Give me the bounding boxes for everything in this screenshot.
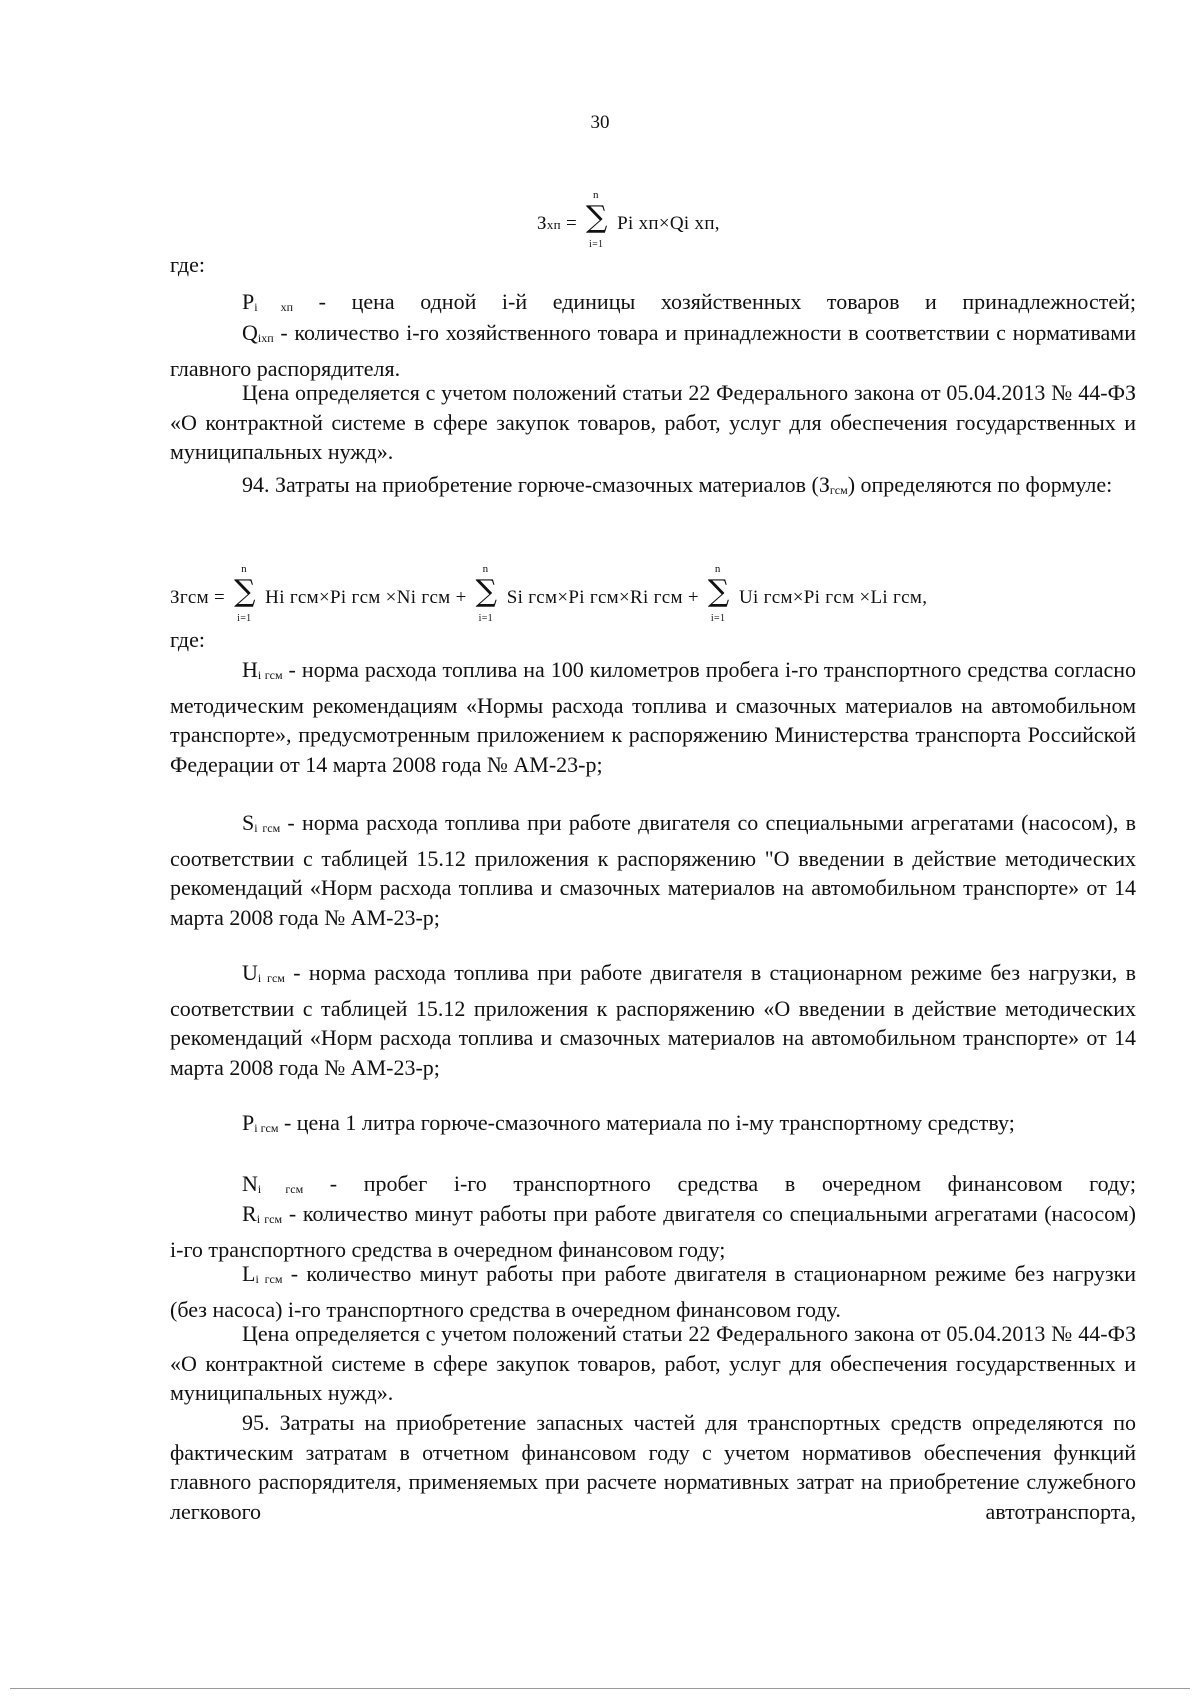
- definition-text: - цена 1 литра горюче-смазочного материала по i-му транспортному средству;: [278, 1110, 1015, 1135]
- sum-upper-limit: n: [241, 563, 247, 575]
- definition-symbol: U: [242, 960, 258, 985]
- definition-h: [170, 655, 1136, 779]
- definition-text: - цена одной i-й единицы хозяйственных товаров и принадлежностей;: [293, 289, 1136, 314]
- formula-term-2: Si гсм×Pi гсм×Ri гсм: [506, 587, 683, 608]
- formula-lhs-subscript: хп: [546, 217, 561, 232]
- formula-plus: +: [455, 587, 467, 608]
- definition-symbol: P: [242, 1110, 255, 1135]
- definition-subscript: i гсм: [255, 1272, 283, 1286]
- item-95: 95. Затраты на приобретение запасных частей для транспортных средств определяются по фактическим затратам в отчетном финансовом году с учетом нормативов обеспечения функций главного распорядителя, применяемых при расчете нормативных затрат на приобретение служебного легкового автотранспорта,: [170, 1410, 1136, 1524]
- formula-term-1: Hi гсм×Pi гсм ×Ni гсм: [265, 587, 451, 608]
- definition-subscript: i гсм: [256, 1212, 283, 1226]
- where-label: где:: [170, 252, 205, 277]
- formula-fuel-lubricants: [170, 563, 928, 624]
- definition-symbol: P: [242, 289, 255, 314]
- item-94-suffix: ) определяются по формуле:: [847, 472, 1113, 497]
- definition-subscript: i гсм: [254, 1121, 279, 1135]
- formula-equals: =: [214, 587, 226, 608]
- sum-lower-limit: i=1: [589, 239, 604, 250]
- definition-subscript: iхп: [257, 331, 274, 345]
- sigma-icon: ∑: [707, 574, 730, 609]
- sum-lower-limit: i=1: [478, 613, 493, 624]
- definition-symbol: R: [242, 1201, 257, 1226]
- sum-upper-limit: n: [714, 563, 721, 575]
- item-94: [170, 470, 1136, 506]
- item-94-subscript: гсм: [829, 483, 848, 497]
- definition-r: [170, 1199, 1136, 1264]
- sigma-icon: ∑: [586, 200, 608, 235]
- formula-equals: =: [565, 213, 577, 234]
- definition-text: - количество i-го хозяйственного товара и принадлежности в соответствии с нормативами главного распорядителя.: [170, 320, 1136, 381]
- definition-text: - норма расхода топлива при работе двигателя со специальными агрегатами (насосом), в соответствии с таблицей 15.12 приложения к распоряжению "О введении в действие методических рекомендаций «Норм расхода топлива и смазочных материалов на автомобильном транспорте» от 14 марта 2008 года № АМ-23-р;: [170, 810, 1136, 930]
- definition-p-gsm: [170, 1108, 1136, 1144]
- formula-household-goods: [537, 189, 720, 250]
- definition-s: [170, 808, 1136, 932]
- definition-text: - количество минут работы при работе двигателя в стационарном режиме без нагрузки (без насоса) i-го транспортного средства в очередном финансовом году.: [170, 1261, 1136, 1322]
- sum-lower-limit: i=1: [710, 613, 726, 624]
- price-note-2: Цена определяется с учетом положений статьи 22 Федерального закона от 05.04.2013 № 44-ФЗ «О контрактной системе в сфере закупок товаров, работ, услуг для обеспечения государственных и муниципальных нужд».: [170, 1321, 1136, 1406]
- definition-q-hp: [170, 318, 1136, 383]
- formula-term: Pi хп×Qi хп: [617, 213, 715, 234]
- definition-text: - норма расхода топлива на 100 километров пробега i-го транспортного средства согласно методическим рекомендациям «Нормы расхода топлива и смазочных материалов на автомобильном транспорте», предусмотренным приложением к распоряжению Министерства транспорта Российской Федерации от 14 марта 2008 года № АМ-23-р;: [170, 657, 1136, 777]
- price-note-1: Цена определяется с учетом положений статьи 22 Федерального закона от 05.04.2013 № 44-ФЗ «О контрактной системе в сфере закупок товаров, работ, услуг для обеспечения государственных и муниципальных нужд».: [170, 380, 1136, 465]
- item-94-prefix: 94. Затраты на приобретение горюче-смазочных материалов (З: [242, 472, 830, 497]
- definition-subscript: i гсм: [257, 1182, 304, 1196]
- page-number: 30: [590, 112, 610, 133]
- definition-symbol: S: [242, 810, 255, 835]
- definition-symbol: Q: [242, 320, 258, 345]
- summation-symbol: [474, 563, 500, 624]
- formula-comma: ,: [922, 587, 928, 608]
- summation-symbol: [232, 563, 258, 624]
- summation-symbol: [584, 189, 610, 250]
- definition-text: - количество минут работы при работе двигателя со специальными агрегатами (насосом) i-го транспортного средства в очередном финансовом году;: [170, 1201, 1136, 1262]
- formula-lhs: З: [537, 213, 547, 234]
- sum-lower-limit: i=1: [237, 613, 252, 624]
- formula-lhs: Згсм: [170, 587, 209, 608]
- definition-symbol: L: [242, 1261, 256, 1286]
- definition-symbol: N: [242, 1171, 258, 1196]
- formula-plus: +: [687, 587, 699, 608]
- definition-text: - норма расхода топлива при работе двигателя в стационарном режиме без нагрузки, в соответствии с таблицей 15.12 приложения к распоряжению «О введении в действие методических рекомендаций «Норм расхода топлива и смазочных материалов на автомобильном транспорте» от 14 марта 2008 года № АМ-23-р;: [170, 960, 1136, 1080]
- formula-comma: ,: [714, 213, 720, 234]
- where-label: где:: [170, 627, 205, 652]
- formula-term-3: Ui гсм×Pi гсм ×Li гсм: [738, 587, 923, 608]
- definition-symbol: H: [242, 657, 258, 682]
- sum-upper-limit: n: [593, 189, 599, 201]
- definition-text: - пробег i-го транспортного средства в очередном финансовом году;: [303, 1171, 1136, 1196]
- summation-symbol: [706, 563, 732, 624]
- sum-upper-limit: n: [482, 563, 489, 575]
- definition-u: [170, 958, 1136, 1082]
- definition-subscript: i хп: [254, 300, 294, 314]
- scan-bottom-edge: [10, 1688, 1190, 1689]
- sigma-icon: ∑: [234, 574, 256, 609]
- definition-subscript: i гсм: [257, 668, 283, 682]
- definition-subscript: i гсм: [257, 971, 285, 985]
- definition-subscript: i гсм: [254, 821, 281, 835]
- sigma-icon: ∑: [475, 574, 498, 609]
- definition-l: [170, 1259, 1136, 1324]
